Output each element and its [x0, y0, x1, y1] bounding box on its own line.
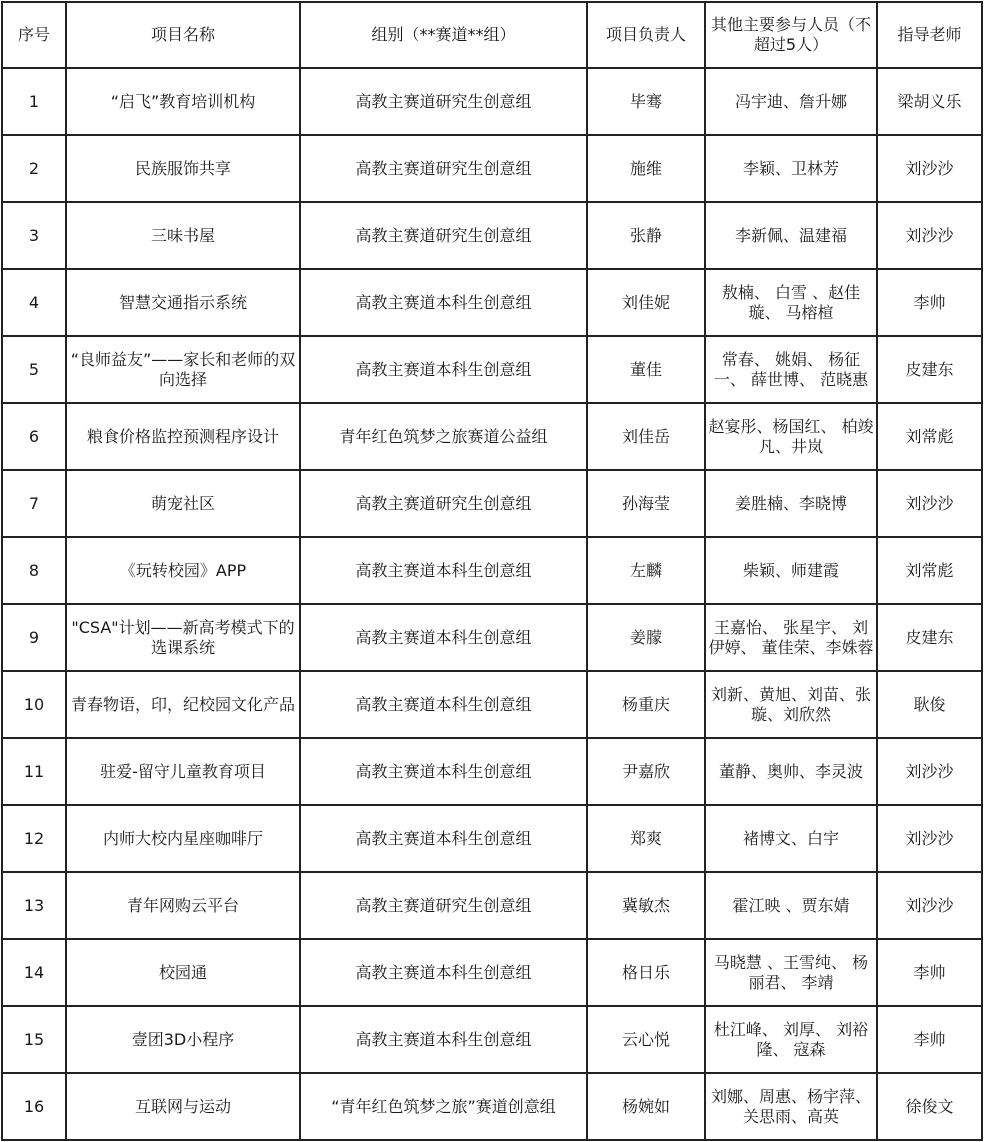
cell-advisor: 刘沙沙 [877, 135, 982, 202]
table-row [2, 671, 982, 738]
cell-advisor: 李帅 [877, 269, 982, 336]
cell-no: 16 [2, 1073, 66, 1140]
cell-leader: 冀敏杰 [587, 872, 705, 939]
cell-group: 高教主赛道研究生创意组 [300, 470, 587, 537]
cell-members: 杜江峰、 刘厚、 刘裕隆、 寇森 [705, 1006, 877, 1073]
cell-advisor: 刘沙沙 [877, 470, 982, 537]
cell-advisor: 刘常彪 [877, 403, 982, 470]
cell-project-name: “良师益友”——家长和老师的双向选择 [66, 336, 300, 403]
header-members: 其他主要参与人员（不超过5人） [705, 2, 877, 68]
header-advisor: 指导老师 [877, 2, 982, 68]
cell-no: 14 [2, 939, 66, 1006]
cell-members: 刘娜、周惠、杨宇萍、关思雨、高英 [705, 1073, 877, 1140]
table-row [2, 403, 982, 470]
cell-members: 刘新、黄旭、刘苗、张璇、刘欣然 [705, 671, 877, 738]
cell-members: 常春、 姚娟、 杨征一、 薛世博、 范晓惠 [705, 336, 877, 403]
cell-leader: 姜朦 [587, 604, 705, 671]
cell-no: 9 [2, 604, 66, 671]
cell-project-name: 青年网购云平台 [66, 872, 300, 939]
table-row [2, 269, 982, 336]
project-table [1, 1, 983, 1141]
table-row [2, 1006, 982, 1073]
cell-members: 柴颖、师建霞 [705, 537, 877, 604]
cell-group: 高教主赛道本科生创意组 [300, 269, 587, 336]
cell-members: 褚博文、白宇 [705, 805, 877, 872]
cell-leader: 刘佳妮 [587, 269, 705, 336]
cell-members: 王嘉怡、 张星宇、 刘伊婷、 董佳荣、李姝蓉 [705, 604, 877, 671]
cell-group: 青年红色筑梦之旅赛道公益组 [300, 403, 587, 470]
cell-no: 12 [2, 805, 66, 872]
header-leader: 项目负责人 [587, 2, 705, 68]
cell-leader: 杨重庆 [587, 671, 705, 738]
header-group: 组别（**赛道**组） [300, 2, 587, 68]
cell-project-name: 《玩转校园》APP [66, 537, 300, 604]
cell-leader: 云心悦 [587, 1006, 705, 1073]
table-row [2, 939, 982, 1006]
cell-leader: 左麟 [587, 537, 705, 604]
cell-project-name: "CSA"计划——新高考模式下的选课系统 [66, 604, 300, 671]
cell-members: 敖楠、 白雪 、赵佳璇、 马榕楦 [705, 269, 877, 336]
cell-members: 李新佩、温建福 [705, 202, 877, 269]
header-project-name: 项目名称 [66, 2, 300, 68]
cell-no: 4 [2, 269, 66, 336]
cell-advisor: 皮建东 [877, 604, 982, 671]
cell-members: 马晓慧 、王雪纯、 杨丽君、 李靖 [705, 939, 877, 1006]
cell-project-name: 内师大校内星座咖啡厅 [66, 805, 300, 872]
cell-members: 霍江映 、贾东婧 [705, 872, 877, 939]
cell-leader: 孙海莹 [587, 470, 705, 537]
cell-members: 李颖、卫林芳 [705, 135, 877, 202]
cell-no: 10 [2, 671, 66, 738]
cell-leader: 刘佳岳 [587, 403, 705, 470]
cell-members: 冯宇迪、詹升娜 [705, 68, 877, 135]
cell-advisor: 徐俊文 [877, 1073, 982, 1140]
cell-no: 15 [2, 1006, 66, 1073]
cell-leader: 毕骞 [587, 68, 705, 135]
table-row [2, 470, 982, 537]
cell-no: 13 [2, 872, 66, 939]
cell-leader: 张静 [587, 202, 705, 269]
cell-group: 高教主赛道本科生创意组 [300, 1006, 587, 1073]
cell-no: 1 [2, 68, 66, 135]
table-row [2, 537, 982, 604]
cell-project-name: 萌宠社区 [66, 470, 300, 537]
cell-project-name: 互联网与运动 [66, 1073, 300, 1140]
cell-project-name: 校园通 [66, 939, 300, 1006]
cell-group: 高教主赛道研究生创意组 [300, 135, 587, 202]
cell-project-name: 青春物语，印，纪校园文化产品 [66, 671, 300, 738]
cell-advisor: 刘沙沙 [877, 872, 982, 939]
cell-members: 董静、奥帅、李灵波 [705, 738, 877, 805]
table-row [2, 805, 982, 872]
table-row [2, 1073, 982, 1140]
cell-no: 5 [2, 336, 66, 403]
cell-no: 3 [2, 202, 66, 269]
table-row [2, 872, 982, 939]
cell-group: 高教主赛道本科生创意组 [300, 805, 587, 872]
cell-group: “青年红色筑梦之旅”赛道创意组 [300, 1073, 587, 1140]
cell-no: 7 [2, 470, 66, 537]
cell-group: 高教主赛道研究生创意组 [300, 202, 587, 269]
cell-advisor: 耿俊 [877, 671, 982, 738]
cell-project-name: 智慧交通指示系统 [66, 269, 300, 336]
cell-advisor: 刘沙沙 [877, 805, 982, 872]
cell-group: 高教主赛道本科生创意组 [300, 671, 587, 738]
table-row [2, 135, 982, 202]
cell-project-name: 驻爱-留守儿童教育项目 [66, 738, 300, 805]
cell-advisor: 皮建东 [877, 336, 982, 403]
cell-project-name: 三味书屋 [66, 202, 300, 269]
cell-members: 赵宴彤、杨国红、 柏竣凡、井岚 [705, 403, 877, 470]
cell-group: 高教主赛道本科生创意组 [300, 738, 587, 805]
cell-advisor: 刘沙沙 [877, 738, 982, 805]
cell-project-name: 壹团3D小程序 [66, 1006, 300, 1073]
cell-leader: 格日乐 [587, 939, 705, 1006]
cell-advisor: 刘沙沙 [877, 202, 982, 269]
cell-no: 6 [2, 403, 66, 470]
cell-no: 2 [2, 135, 66, 202]
table-row [2, 738, 982, 805]
cell-project-name: 民族服饰共享 [66, 135, 300, 202]
cell-group: 高教主赛道本科生创意组 [300, 604, 587, 671]
cell-leader: 董佳 [587, 336, 705, 403]
cell-group: 高教主赛道本科生创意组 [300, 939, 587, 1006]
cell-leader: 施维 [587, 135, 705, 202]
cell-group: 高教主赛道研究生创意组 [300, 68, 587, 135]
cell-advisor: 刘常彪 [877, 537, 982, 604]
table-row [2, 202, 982, 269]
cell-group: 高教主赛道本科生创意组 [300, 336, 587, 403]
table-row [2, 336, 982, 403]
cell-advisor: 李帅 [877, 1006, 982, 1073]
table-row [2, 604, 982, 671]
header-row [2, 2, 982, 68]
cell-group: 高教主赛道本科生创意组 [300, 537, 587, 604]
cell-no: 11 [2, 738, 66, 805]
cell-advisor: 李帅 [877, 939, 982, 1006]
cell-project-name: 粮食价格监控预测程序设计 [66, 403, 300, 470]
cell-group: 高教主赛道研究生创意组 [300, 872, 587, 939]
cell-no: 8 [2, 537, 66, 604]
cell-project-name: “启飞”教育培训机构 [66, 68, 300, 135]
table-row [2, 68, 982, 135]
cell-leader: 杨婉如 [587, 1073, 705, 1140]
cell-leader: 尹嘉欣 [587, 738, 705, 805]
cell-members: 姜胜楠、李晓博 [705, 470, 877, 537]
cell-leader: 郑爽 [587, 805, 705, 872]
cell-advisor: 梁胡义乐 [877, 68, 982, 135]
header-no: 序号 [2, 2, 66, 68]
